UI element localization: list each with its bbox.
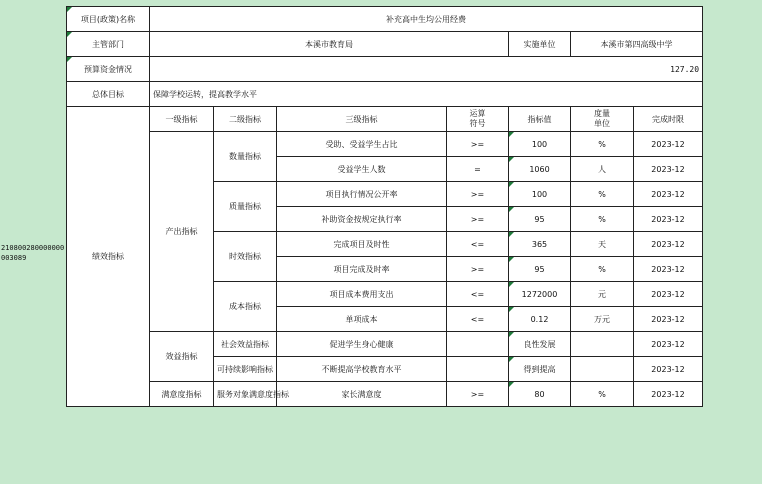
l2-service: 服务对象满意度指标 — [214, 382, 277, 407]
header-unit: 度量 单位 — [571, 107, 634, 132]
val-cell[interactable]: 80 — [509, 382, 571, 407]
op-cell[interactable]: <= — [447, 282, 509, 307]
header-l2: 二级指标 — [214, 107, 277, 132]
op-cell[interactable]: >= — [447, 382, 509, 407]
unit-cell[interactable]: % — [571, 132, 634, 157]
l3-cell[interactable]: 项目完成及时率 — [277, 257, 447, 282]
op-cell[interactable] — [447, 332, 509, 357]
l3-cell[interactable]: 单项成本 — [277, 307, 447, 332]
l2-social: 社会效益指标 — [214, 332, 277, 357]
unit-cell[interactable]: 人 — [571, 157, 634, 182]
val-cell[interactable]: 100 — [509, 132, 571, 157]
header-l3: 三级指标 — [277, 107, 447, 132]
op-cell[interactable] — [447, 357, 509, 382]
table-row — [67, 382, 703, 407]
val-cell[interactable]: 365 — [509, 232, 571, 257]
val-cell[interactable]: 95 — [509, 207, 571, 232]
row-project-name — [67, 7, 703, 32]
budget-cell[interactable]: 127.20 — [150, 57, 703, 82]
project-name-cell[interactable]: 补充高中生均公用经费 — [150, 7, 703, 32]
unit-cell[interactable]: 万元 — [571, 307, 634, 332]
perf-label: 绩效指标 — [67, 107, 150, 407]
l2-quantity: 数量指标 — [214, 132, 277, 182]
op-cell[interactable]: = — [447, 157, 509, 182]
l3-cell[interactable]: 完成项目及时性 — [277, 232, 447, 257]
val-cell[interactable]: 得到提高 — [509, 357, 571, 382]
header-l1: 一级指标 — [150, 107, 214, 132]
l1-output: 产出指标 — [150, 132, 214, 332]
l3-cell[interactable]: 项目执行情况公开率 — [277, 182, 447, 207]
time-cell[interactable]: 2023-12 — [634, 257, 703, 282]
val-cell[interactable]: 良性发展 — [509, 332, 571, 357]
time-cell[interactable]: 2023-12 — [634, 307, 703, 332]
val-cell[interactable]: 1060 — [509, 157, 571, 182]
l2-timeliness: 时效指标 — [214, 232, 277, 282]
unit-cell[interactable]: 元 — [571, 282, 634, 307]
unit-cell[interactable]: % — [571, 207, 634, 232]
goal-label: 总体目标 — [67, 82, 150, 107]
header-val: 指标值 — [509, 107, 571, 132]
op-cell[interactable]: >= — [447, 257, 509, 282]
unit-cell[interactable]: % — [571, 382, 634, 407]
row-department — [67, 32, 703, 57]
time-cell[interactable]: 2023-12 — [634, 332, 703, 357]
time-cell[interactable]: 2023-12 — [634, 157, 703, 182]
time-cell[interactable]: 2023-12 — [634, 382, 703, 407]
l3-cell[interactable]: 家长满意度 — [277, 382, 447, 407]
op-cell[interactable]: <= — [447, 232, 509, 257]
goal-cell[interactable]: 保障学校运转，提高教学水平 — [150, 82, 703, 107]
budget-label: 预算资金情况 — [67, 57, 150, 82]
l3-cell[interactable]: 受助、受益学生占比 — [277, 132, 447, 157]
dept-label: 主管部门 — [67, 32, 150, 57]
l2-cost: 成本指标 — [214, 282, 277, 332]
impl-label: 实施单位 — [509, 32, 571, 57]
l3-cell[interactable]: 促进学生身心健康 — [277, 332, 447, 357]
l3-cell[interactable]: 项目成本费用支出 — [277, 282, 447, 307]
unit-cell[interactable]: % — [571, 257, 634, 282]
time-cell[interactable]: 2023-12 — [634, 282, 703, 307]
op-cell[interactable]: >= — [447, 132, 509, 157]
performance-table — [66, 6, 703, 407]
side-row-id: 210800280000000003089 — [1, 244, 65, 262]
unit-cell[interactable] — [571, 332, 634, 357]
table-row — [67, 132, 703, 157]
row-budget — [67, 57, 703, 82]
project-name-label: 项目(政策)名称 — [67, 7, 150, 32]
op-cell[interactable]: <= — [447, 307, 509, 332]
l2-quality: 质量指标 — [214, 182, 277, 232]
val-cell[interactable]: 0.12 — [509, 307, 571, 332]
impl-cell[interactable]: 本溪市第四高级中学 — [571, 32, 703, 57]
l2-sustain: 可持续影响指标 — [214, 357, 277, 382]
val-cell[interactable]: 1272000 — [509, 282, 571, 307]
row-goal — [67, 82, 703, 107]
val-cell[interactable]: 100 — [509, 182, 571, 207]
time-cell[interactable]: 2023-12 — [634, 207, 703, 232]
l3-cell[interactable]: 受益学生人数 — [277, 157, 447, 182]
l3-cell[interactable]: 不断提高学校教育水平 — [277, 357, 447, 382]
l3-cell[interactable]: 补助资金按规定执行率 — [277, 207, 447, 232]
time-cell[interactable]: 2023-12 — [634, 182, 703, 207]
header-time: 完成时限 — [634, 107, 703, 132]
time-cell[interactable]: 2023-12 — [634, 132, 703, 157]
op-cell[interactable]: >= — [447, 182, 509, 207]
header-row — [67, 107, 703, 132]
unit-cell[interactable]: % — [571, 182, 634, 207]
unit-cell[interactable]: 天 — [571, 232, 634, 257]
l1-satisfaction: 满意度指标 — [150, 382, 214, 407]
time-cell[interactable]: 2023-12 — [634, 232, 703, 257]
table-row — [67, 332, 703, 357]
op-cell[interactable]: >= — [447, 207, 509, 232]
dept-cell[interactable]: 本溪市教育局 — [150, 32, 509, 57]
header-op: 运算 符号 — [447, 107, 509, 132]
l1-benefit: 效益指标 — [150, 332, 214, 382]
unit-cell[interactable] — [571, 357, 634, 382]
time-cell[interactable]: 2023-12 — [634, 357, 703, 382]
val-cell[interactable]: 95 — [509, 257, 571, 282]
